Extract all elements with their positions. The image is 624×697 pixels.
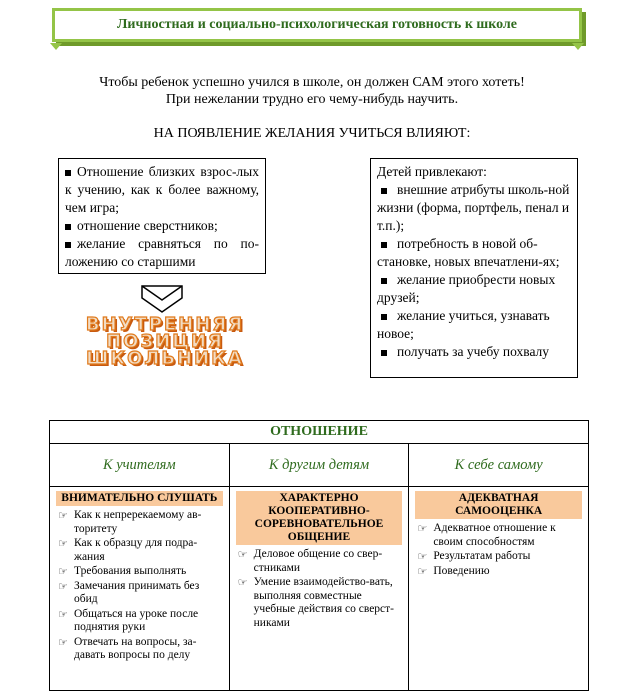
bullet-icon <box>65 170 71 176</box>
attractions-box <box>370 158 578 378</box>
list-item: ☞ Как к образцу для подра-жания <box>56 537 225 564</box>
chevron-down-icon <box>140 284 184 314</box>
bullet-icon <box>381 278 387 284</box>
badge-listen: ВНИМАТЕЛЬНО СЛУШАТЬ <box>56 491 223 506</box>
list-item: ☞ Как к непререкаемому ав-торитету <box>56 509 225 536</box>
list-item: ☞ Требования выполнять <box>56 565 225 579</box>
page-title: Личностная и социально-психологическая готовность к школе <box>117 17 517 32</box>
attraction-item: желание приобрести новых друзей; <box>377 272 556 305</box>
inner-position-wordart <box>40 316 290 367</box>
attraction-item: внешние атрибуты школь-ной жизни (форма, портфель, пенал и т.п.); <box>377 182 570 233</box>
list-item: ☞ Умение взаимодейство-вать, выполняя совместные учебные действия со сверст-никами <box>236 576 405 630</box>
banner-arrow-right <box>572 43 584 50</box>
bullet-icon <box>65 242 71 248</box>
title-banner <box>52 8 582 42</box>
column-teachers <box>50 487 230 691</box>
wordart-line: ШКОЛЬНИКА <box>86 348 244 369</box>
attraction-item: желание учиться, узнавать новое; <box>377 308 550 341</box>
relation-heading: ОТНОШЕНИЕ <box>50 421 589 444</box>
badge-cooperative: ХАРАКТЕРНО КООПЕРАТИВНО-СОРЕВНОВАТЕЛЬНОЕ ОБЩЕНИЕ <box>236 491 403 545</box>
intro-line: Чтобы ребенок успешно учился в школе, он должен САМ этого хотеть! <box>99 75 525 90</box>
intro-line: При нежелании трудно его чему-нибудь научить. <box>165 92 459 107</box>
banner-arrow-left <box>50 43 62 50</box>
list-item: ☞ Замечания принимать без обид <box>56 580 225 607</box>
wordart-line: ПОЗИЦИЯ <box>106 331 224 352</box>
column-title-teachers: К учителям <box>50 444 230 487</box>
bullet-icon <box>381 350 387 356</box>
attractions-heading: Детей привлекают: <box>377 164 487 179</box>
bullet-icon <box>381 188 387 194</box>
bullet-icon <box>65 224 71 230</box>
attraction-item: получать за учебу похвалу <box>377 343 571 361</box>
badge-self-esteem: АДЕКВАТНАЯ САМООЦЕНКА <box>415 491 582 519</box>
column-self <box>409 487 589 691</box>
wordart-line: ВНУТРЕННЯЯ <box>85 314 245 335</box>
influence-item: Отношение близких взрос-лых к учению, как к более важному, чем игра; <box>65 164 259 215</box>
bullet-icon <box>381 242 387 248</box>
bullet-icon <box>381 314 387 320</box>
attraction-item: потребность в новой об-становке, новых впечатлени-ях; <box>377 236 560 269</box>
list-item: ☞ Отвечать на вопросы, за-давать вопросы по делу <box>56 636 225 663</box>
list-item: ☞ Адекватное отношение к своим способностям <box>415 522 584 549</box>
list-item: ☞ Деловое общение со свер-стниками <box>236 548 405 575</box>
list-item: ☞ Общаться на уроке после поднятия руки <box>56 608 225 635</box>
intro-text <box>0 74 624 108</box>
column-children <box>229 487 409 691</box>
column-title-children: К другим детям <box>229 444 409 487</box>
relation-table <box>49 420 589 691</box>
influences-box <box>58 158 266 274</box>
list-item: ☞ Результатам работы <box>415 550 584 564</box>
influence-item: желание сравняться по по-ложению со старшими <box>65 236 259 269</box>
influences-heading: НА ПОЯВЛЕНИЕ ЖЕЛАНИЯ УЧИТЬСЯ ВЛИЯЮТ: <box>153 126 471 141</box>
influence-item: отношение сверстников; <box>65 217 259 235</box>
list-item: ☞ Поведению <box>415 565 584 579</box>
column-title-self: К себе самому <box>409 444 589 487</box>
